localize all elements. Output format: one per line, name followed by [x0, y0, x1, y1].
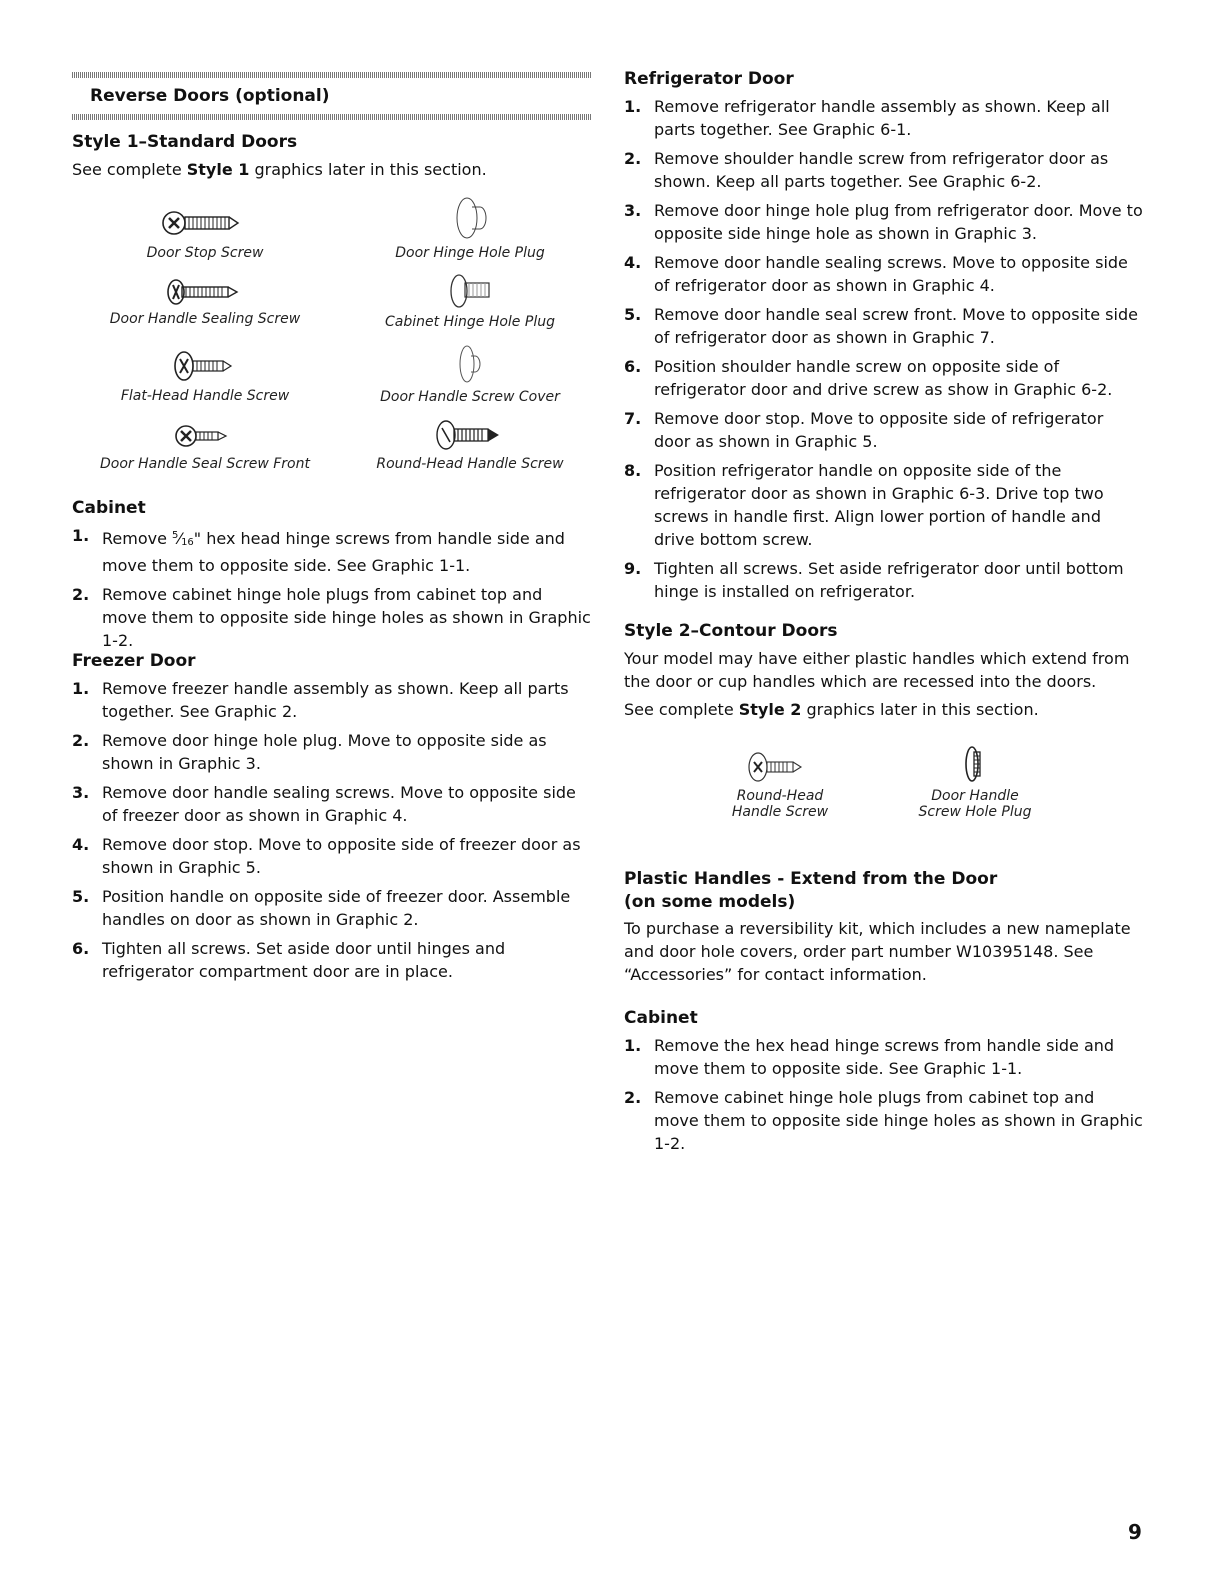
style2-description: Your model may have either plastic handles which extend from the door or cup handles which are recessed into the doors. — [624, 649, 1130, 691]
part-label: Door Handle Screw Cover — [380, 389, 560, 405]
dotted-rule-bottom — [72, 114, 592, 120]
part-label-line2: Screw Hole Plug — [918, 804, 1032, 820]
cabinet-hinge-hole-plug-icon — [435, 272, 505, 310]
style2-heading: Style 2–Contour Doors — [624, 621, 838, 641]
section-header-reverse-doors — [72, 72, 592, 120]
list-item: 1. Remove $^5⁄_{16}$" hex head hinge screws from handle side and move them to opposite side. See Graphic 1-1. — [72, 526, 565, 575]
part-door-stop-screw — [80, 205, 330, 261]
cabinet-heading: Cabinet — [72, 498, 146, 518]
list-item: 3. Remove door hinge hole plug from refrigerator door. Move to opposite side hinge hole as shown in Graphic 3. — [624, 201, 1143, 243]
part-round-head-handle-screw — [345, 418, 595, 472]
list-item: 2. Remove cabinet hinge hole plugs from cabinet top and move them to opposite side hinge holes as shown in Graphic 1-2. — [624, 1088, 1143, 1153]
section-title: Reverse Doors (optional) — [90, 86, 330, 106]
style1-heading: Style 1–Standard Doors — [72, 132, 298, 152]
part-label: Door Stop Screw — [146, 245, 264, 261]
part-door-handle-sealing-screw — [80, 277, 330, 327]
page-number: 9 — [1128, 1520, 1142, 1544]
list-item: 1. Remove the hex head hinge screws from handle side and move them to opposite side. See Graphic 1-1. — [624, 1036, 1115, 1078]
part-cabinet-hinge-hole-plug — [345, 272, 595, 330]
refrigerator-door-heading: Refrigerator Door — [624, 69, 794, 89]
list-item: 6. Position shoulder handle screw on opposite side of refrigerator door and drive screw as show in Graphic 6-2. — [624, 357, 1113, 399]
list-item: 7. Remove door stop. Move to opposite side of refrigerator door as shown in Graphic 5. — [624, 409, 1104, 451]
part-door-hinge-hole-plug — [345, 195, 595, 261]
part-flat-head-handle-screw — [80, 348, 330, 404]
list-item: 2. Remove door hinge hole plug. Move to opposite side as shown in Graphic 3. — [72, 731, 547, 773]
freezer-door-heading: Freezer Door — [72, 651, 196, 671]
flat-head-handle-screw-icon — [170, 348, 240, 384]
part-label: Door Handle Seal Screw Front — [100, 456, 310, 472]
list-item: 5. Position handle on opposite side of freezer door. Assemble handles on door as shown in Graphic 2. — [72, 887, 571, 929]
list-item: 1. Remove refrigerator handle assembly as shown. Keep all parts together. See Graphic 6-1. — [624, 97, 1110, 139]
list-item: 1. Remove freezer handle assembly as shown. Keep all parts together. See Graphic 2. — [72, 679, 569, 721]
door-handle-sealing-screw-icon — [160, 277, 250, 307]
list-item: 6. Tighten all screws. Set aside door until hinges and refrigerator compartment door are in place. — [72, 939, 506, 981]
door-handle-screw-hole-plug-icon — [960, 744, 990, 784]
list-item: 2. Remove cabinet hinge hole plugs from cabinet top and move them to opposite side hinge holes as shown in Graphic 1-2. — [72, 585, 591, 650]
list-item: 5. Remove door handle seal screw front. Move to opposite side of refrigerator door as shown in Graphic 7. — [624, 305, 1138, 347]
list-item: 8. Position refrigerator handle on opposite side of the refrigerator door as shown in Graphic 6-3. Drive top two screws in handle first. Align lower portion of handle and drive bottom screw. — [624, 461, 1104, 549]
part-label: Flat-Head Handle Screw — [120, 388, 290, 404]
cabinet-style2-steps — [624, 1034, 1144, 1161]
part-style2-round-head-handle-screw — [700, 750, 860, 820]
plastic-handles-subheading: (on some models) — [624, 892, 796, 912]
door-hinge-hole-plug-icon — [450, 195, 490, 241]
list-item: 3. Remove door handle sealing screws. Move to opposite side of freezer door as shown in Graphic 4. — [72, 783, 576, 825]
dotted-rule-top — [72, 72, 592, 78]
plastic-handles-heading: Plastic Handles - Extend from the Door — [624, 869, 998, 889]
part-label-line2: Handle Screw — [731, 804, 829, 820]
style1-intro: See complete Style 1 graphics later in this section. — [72, 160, 487, 179]
freezer-door-steps — [72, 677, 592, 989]
part-label: Door Hinge Hole Plug — [395, 245, 545, 261]
door-handle-seal-screw-front-icon — [170, 420, 240, 452]
door-stop-screw-icon — [160, 205, 250, 241]
part-door-handle-screw-hole-plug — [895, 744, 1055, 820]
cabinet-steps — [72, 524, 592, 658]
list-item: 2. Remove shoulder handle screw from refrigerator door as shown. Keep all parts together. See Graphic 6-2. — [624, 149, 1109, 191]
plastic-handles-text: To purchase a reversibility kit, which includes a new nameplate and door hole covers, order part number W10395148. See “Accessories” for contact information. — [624, 919, 1131, 984]
list-item: 9. Tighten all screws. Set aside refrigerator door until bottom hinge is installed on refrigerator. — [624, 559, 1124, 601]
part-label: Door Handle Sealing Screw — [109, 311, 301, 327]
part-door-handle-seal-screw-front — [80, 420, 330, 472]
refrigerator-door-steps — [624, 95, 1144, 609]
part-label-line1: Door Handle — [931, 788, 1019, 804]
cabinet-style2-heading: Cabinet — [624, 1008, 698, 1028]
part-label: Round-Head Handle Screw — [376, 456, 564, 472]
list-item: 4. Remove door stop. Move to opposite side of freezer door as shown in Graphic 5. — [72, 835, 581, 877]
style2-intro: See complete Style 2 graphics later in this section. — [624, 700, 1039, 719]
round-head-handle-screw-icon — [430, 418, 510, 452]
part-label: Cabinet Hinge Hole Plug — [385, 314, 555, 330]
list-item: 4. Remove door handle sealing screws. Move to opposite side of refrigerator door as shown in Graphic 4. — [624, 253, 1128, 295]
part-label-line1: Round-Head — [736, 788, 824, 804]
part-door-handle-screw-cover — [345, 343, 595, 405]
round-head-handle-screw-icon — [740, 750, 820, 784]
door-handle-screw-cover-icon — [452, 343, 488, 385]
